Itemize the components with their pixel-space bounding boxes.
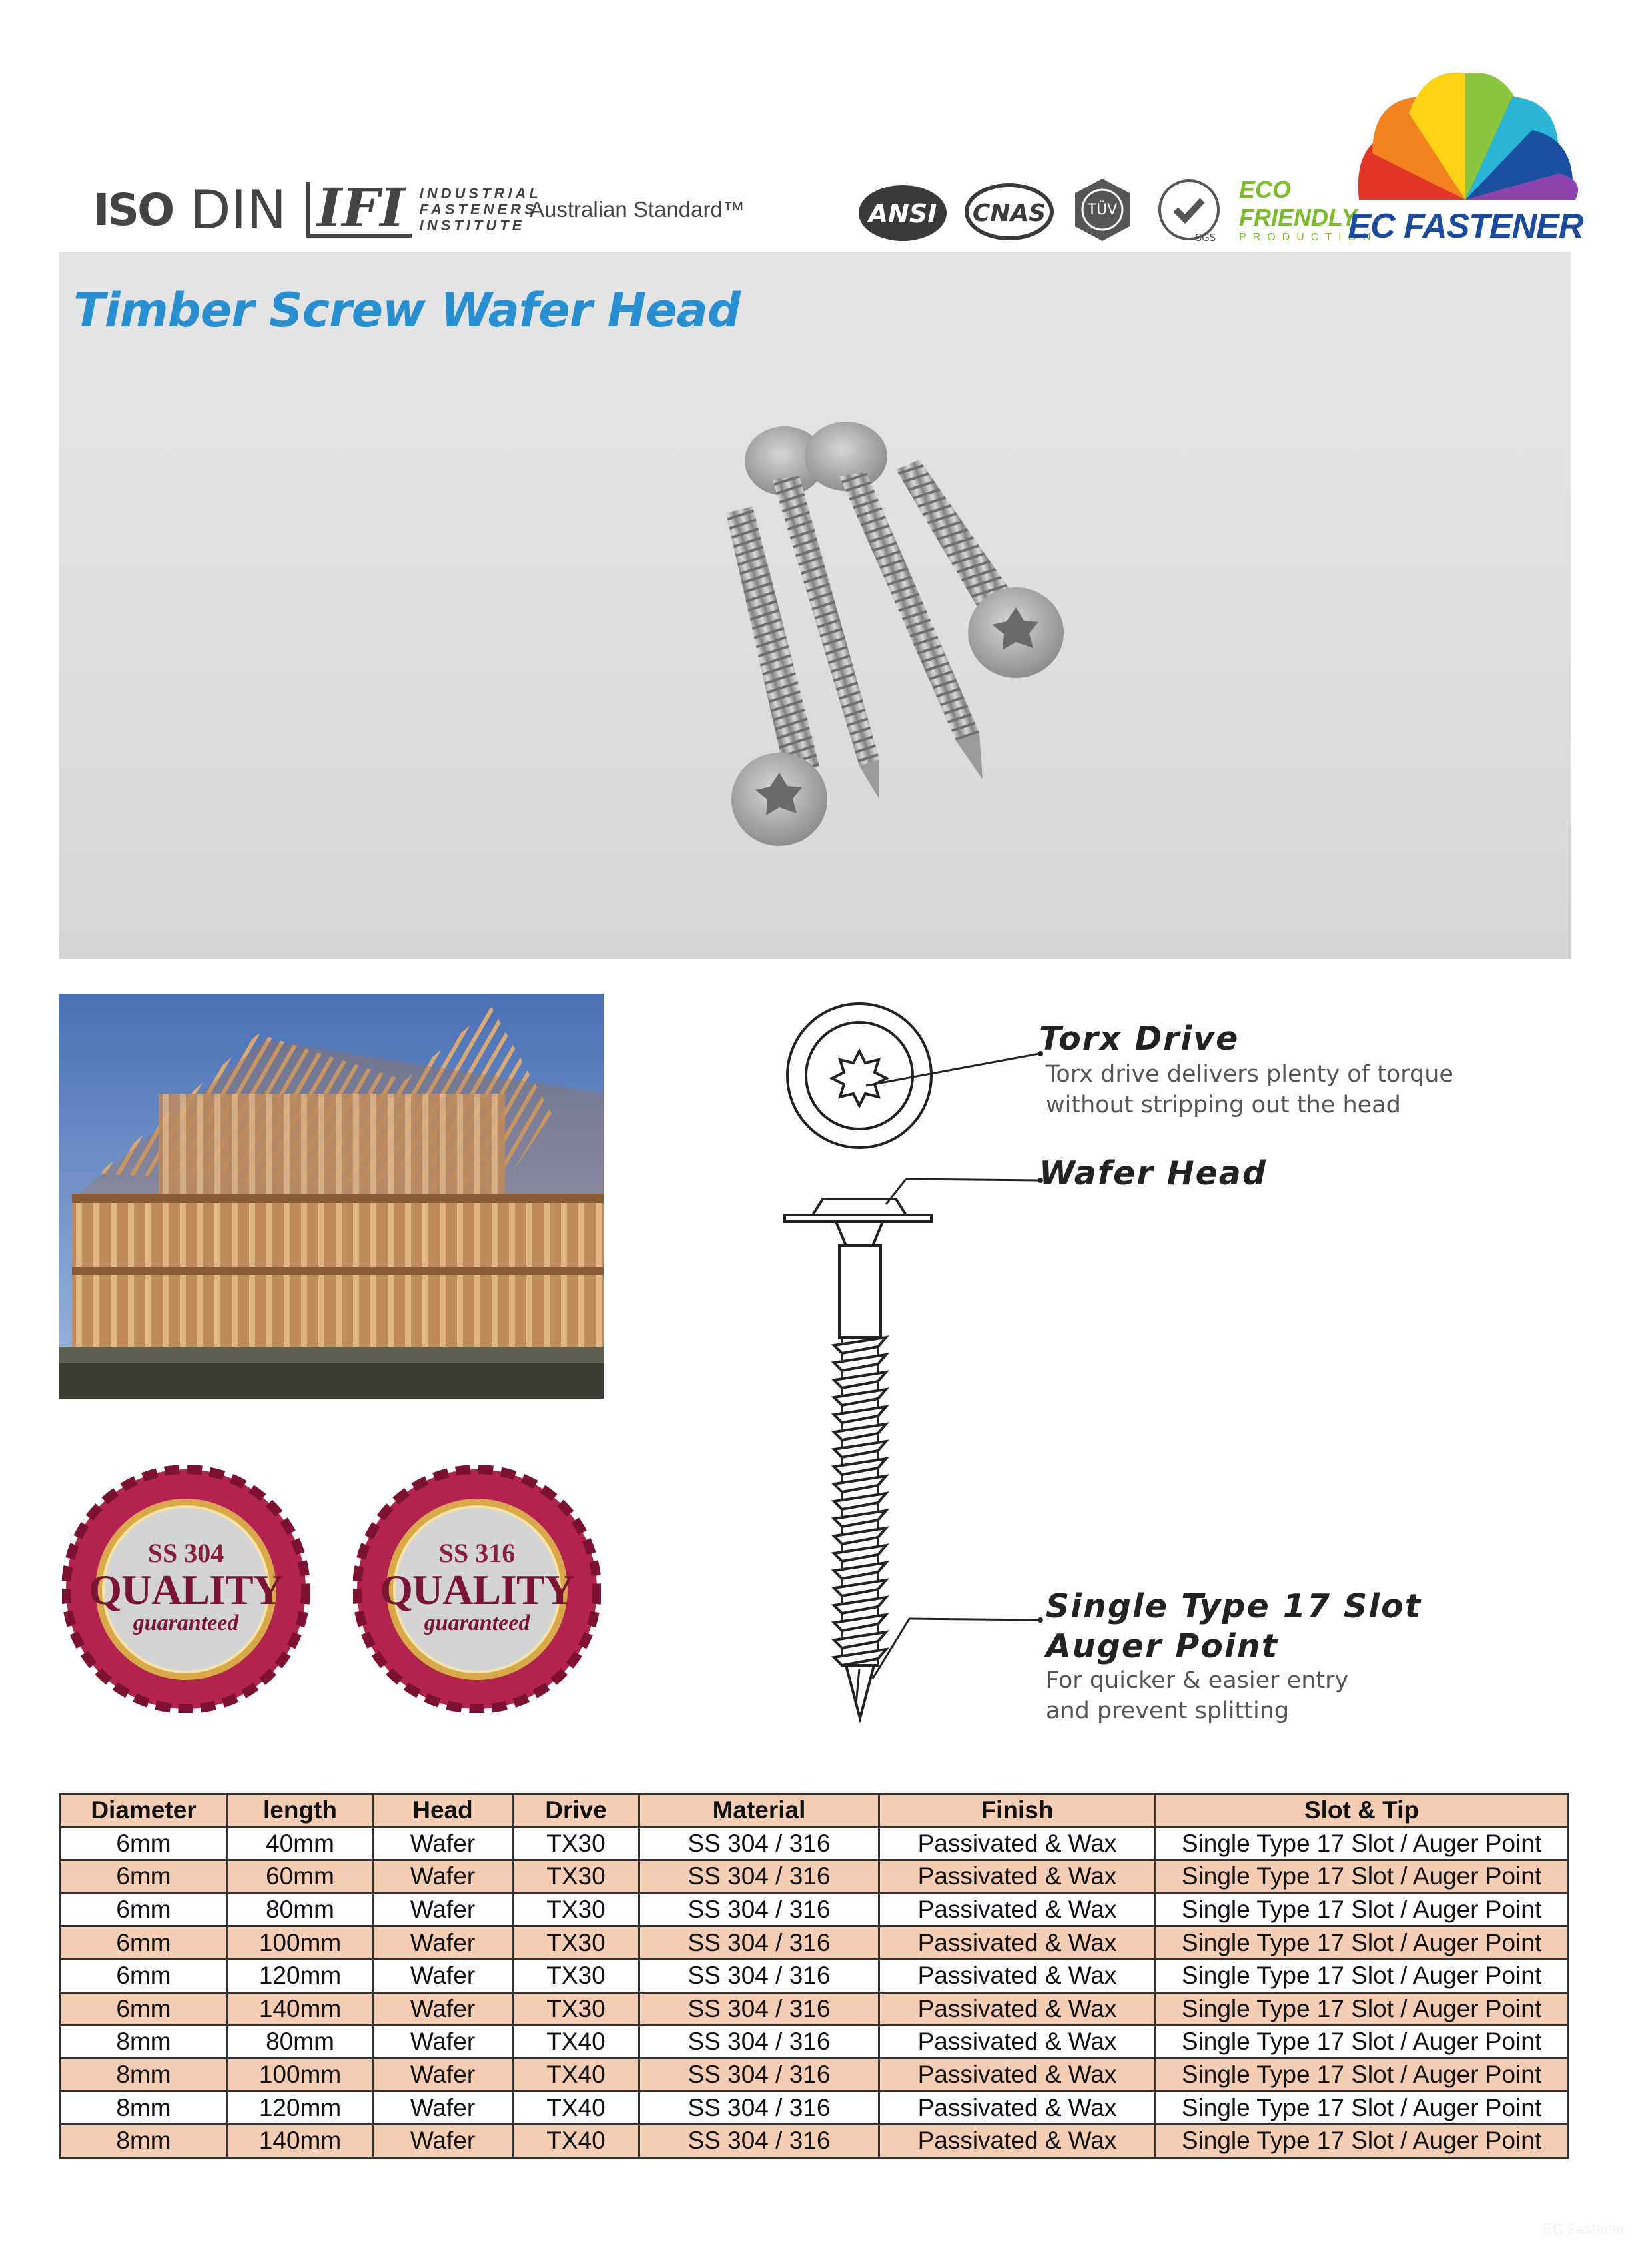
ansi-text: ANSI bbox=[868, 199, 937, 228]
ifi-mark: IFI bbox=[306, 182, 412, 238]
badge-guaranteed: guaranteed bbox=[424, 1611, 530, 1635]
table-cell: SS 304 / 316 bbox=[639, 2058, 879, 2091]
table-cell: 140mm bbox=[228, 1992, 373, 2026]
table-cell: 100mm bbox=[228, 1926, 373, 1960]
table-cell: SS 304 / 316 bbox=[639, 1926, 879, 1960]
table-cell: TX30 bbox=[513, 1959, 639, 1992]
table-cell: Single Type 17 Slot / Auger Point bbox=[1156, 1827, 1568, 1860]
table-cell: 6mm bbox=[60, 1893, 228, 1926]
tuv-badge-icon bbox=[1066, 173, 1139, 246]
table-row bbox=[60, 1893, 1568, 1926]
ss316-quality-badge bbox=[353, 1465, 601, 1713]
table-cell: Wafer bbox=[373, 1827, 513, 1860]
iso-text: ISO bbox=[93, 184, 173, 236]
table-cell: Single Type 17 Slot / Auger Point bbox=[1156, 1992, 1568, 2026]
table-cell: TX40 bbox=[513, 2026, 639, 2059]
cnas-badge-icon bbox=[963, 173, 1056, 246]
table-cell: 6mm bbox=[60, 1992, 228, 2026]
table-row bbox=[60, 1860, 1568, 1894]
table-cell: Single Type 17 Slot / Auger Point bbox=[1156, 1860, 1568, 1894]
table-cell: Passivated & Wax bbox=[879, 2091, 1156, 2125]
table-cell: SS 304 / 316 bbox=[639, 2091, 879, 2125]
table-row bbox=[60, 1827, 1568, 1860]
table-cell: Wafer bbox=[373, 2091, 513, 2125]
certification-strip bbox=[93, 167, 1378, 253]
table-cell: 8mm bbox=[60, 2091, 228, 2125]
table-cell: 60mm bbox=[228, 1860, 373, 1894]
table-cell: TX30 bbox=[513, 1926, 639, 1960]
ansi-badge-icon bbox=[856, 173, 949, 246]
table-cell: 120mm bbox=[228, 1959, 373, 1992]
table-header-row bbox=[60, 1794, 1568, 1828]
badge-quality: QUALITY bbox=[89, 1566, 283, 1613]
table-cell: 6mm bbox=[60, 1926, 228, 1960]
col-diameter: Diameter bbox=[60, 1794, 228, 1828]
table-cell: SS 304 / 316 bbox=[639, 2124, 879, 2157]
table-cell: 80mm bbox=[228, 1893, 373, 1926]
table-cell: Single Type 17 Slot / Auger Point bbox=[1156, 1893, 1568, 1926]
torx-drive-desc bbox=[1046, 1059, 1453, 1120]
ss304-quality-badge bbox=[62, 1465, 310, 1713]
table-cell: 80mm bbox=[228, 2026, 373, 2059]
auger-title-line-1: Single Type 17 Slot bbox=[1046, 1587, 1422, 1625]
table-cell: TX30 bbox=[513, 1827, 639, 1860]
watermark: EC Fastener bbox=[1543, 2221, 1625, 2237]
badge-guaranteed: guaranteed bbox=[133, 1611, 239, 1635]
table-row bbox=[60, 1926, 1568, 1960]
col-material: Material bbox=[639, 1794, 879, 1828]
table-cell: Passivated & Wax bbox=[879, 1959, 1156, 1992]
table-cell: TX30 bbox=[513, 1992, 639, 2026]
torx-icon bbox=[832, 1051, 887, 1106]
torx-drive-title: Torx Drive bbox=[1039, 1020, 1240, 1058]
torx-desc-line-1: Torx drive delivers plenty of torque bbox=[1046, 1061, 1453, 1088]
table-cell: TX30 bbox=[513, 1893, 639, 1926]
table-cell: Wafer bbox=[373, 2026, 513, 2059]
ifi-text bbox=[420, 186, 542, 234]
col-head: Head bbox=[373, 1794, 513, 1828]
table-cell: Single Type 17 Slot / Auger Point bbox=[1156, 1959, 1568, 1992]
table-cell: Passivated & Wax bbox=[879, 1992, 1156, 2026]
table-cell: 6mm bbox=[60, 1827, 228, 1860]
table-cell: Passivated & Wax bbox=[879, 2058, 1156, 2091]
badge-material: SS 304 bbox=[147, 1538, 224, 1568]
col-slot-tip: Slot & Tip bbox=[1156, 1794, 1568, 1828]
col-drive: Drive bbox=[513, 1794, 639, 1828]
table-cell: 120mm bbox=[228, 2091, 373, 2125]
table-cell: 140mm bbox=[228, 2124, 373, 2157]
table-cell: Passivated & Wax bbox=[879, 1827, 1156, 1860]
table-cell: 8mm bbox=[60, 2058, 228, 2091]
table-cell: Wafer bbox=[373, 1893, 513, 1926]
table-cell: Single Type 17 Slot / Auger Point bbox=[1156, 2091, 1568, 2125]
table-cell: Passivated & Wax bbox=[879, 2026, 1156, 2059]
table-cell: TX40 bbox=[513, 2058, 639, 2091]
eco-production-text: PRODUCTION bbox=[1239, 232, 1378, 243]
brand-name: EC FASTENER bbox=[1348, 207, 1583, 246]
table-cell: SS 304 / 316 bbox=[639, 1959, 879, 1992]
ifi-line-3: INSTITUTE bbox=[419, 217, 526, 234]
table-cell: Single Type 17 Slot / Auger Point bbox=[1156, 2026, 1568, 2059]
table-row bbox=[60, 2124, 1568, 2157]
australian-standard-logo bbox=[530, 167, 849, 253]
australian-standard-text: Australian Standard™ bbox=[530, 197, 745, 222]
table-cell: 40mm bbox=[228, 1827, 373, 1860]
auger-desc-line-2: and prevent splitting bbox=[1046, 1698, 1290, 1724]
table-cell: Passivated & Wax bbox=[879, 2124, 1156, 2157]
cnas-text: CNAS bbox=[972, 200, 1046, 227]
ifi-line-2: FASTENERS bbox=[419, 201, 538, 218]
table-body bbox=[60, 1827, 1568, 2157]
badge-quality: QUALITY bbox=[380, 1566, 574, 1613]
screw-product-photo bbox=[679, 386, 1346, 893]
table-row bbox=[60, 2026, 1568, 2059]
table-cell: 6mm bbox=[60, 1860, 228, 1894]
table-cell: Passivated & Wax bbox=[879, 1860, 1156, 1894]
sgs-text: SGS bbox=[1195, 232, 1216, 244]
table-cell: Wafer bbox=[373, 1992, 513, 2026]
table-cell: TX40 bbox=[513, 2091, 639, 2125]
table-cell: Single Type 17 Slot / Auger Point bbox=[1156, 2058, 1568, 2091]
auger-point-desc bbox=[1046, 1665, 1348, 1726]
auger-desc-line-1: For quicker & easier entry bbox=[1046, 1667, 1349, 1694]
table-row bbox=[60, 2058, 1568, 2091]
table-row bbox=[60, 2091, 1568, 2125]
brand-fan-icon bbox=[1346, 67, 1585, 206]
sgs-badge-icon bbox=[1152, 173, 1226, 246]
tuv-text: TÜV bbox=[1087, 202, 1118, 218]
wafer-head-title: Wafer Head bbox=[1039, 1154, 1267, 1192]
table-cell: SS 304 / 316 bbox=[639, 1827, 879, 1860]
din-text: DIN bbox=[190, 179, 287, 241]
table-cell: Passivated & Wax bbox=[879, 1926, 1156, 1960]
table-cell: TX30 bbox=[513, 1860, 639, 1894]
torx-desc-line-2: without stripping out the head bbox=[1046, 1092, 1401, 1118]
brand-logo bbox=[1346, 67, 1585, 246]
table-cell: SS 304 / 316 bbox=[639, 1860, 879, 1894]
table-cell: SS 304 / 316 bbox=[639, 1992, 879, 2026]
table-cell: Single Type 17 Slot / Auger Point bbox=[1156, 2124, 1568, 2157]
iso-logo bbox=[93, 167, 180, 253]
table-row bbox=[60, 1992, 1568, 2026]
col-length: length bbox=[228, 1794, 373, 1828]
table-cell: Wafer bbox=[373, 2058, 513, 2091]
ifi-line-1: INDUSTRIAL bbox=[419, 185, 542, 202]
table-cell: Wafer bbox=[373, 1860, 513, 1894]
table-cell: Wafer bbox=[373, 2124, 513, 2157]
tuv-logo bbox=[1066, 167, 1139, 253]
table-cell: TX40 bbox=[513, 2124, 639, 2157]
table-row bbox=[60, 1959, 1568, 1992]
timber-frame-house-photo bbox=[59, 994, 604, 1399]
head-top-view bbox=[787, 1004, 931, 1148]
sgs-logo bbox=[1152, 167, 1226, 253]
din-logo bbox=[190, 167, 296, 253]
table-cell: 8mm bbox=[60, 2124, 228, 2157]
table-cell: SS 304 / 316 bbox=[639, 2026, 879, 2059]
screw-diagram bbox=[773, 999, 1639, 1732]
table-cell: 8mm bbox=[60, 2026, 228, 2059]
table-cell: Passivated & Wax bbox=[879, 1893, 1156, 1926]
spec-table bbox=[59, 1793, 1569, 2159]
auger-point-title bbox=[1046, 1587, 1422, 1667]
table-cell: 6mm bbox=[60, 1959, 228, 1992]
table-cell: 100mm bbox=[228, 2058, 373, 2091]
table-cell: SS 304 / 316 bbox=[639, 1893, 879, 1926]
col-finish: Finish bbox=[879, 1794, 1156, 1828]
page-title: Timber Screw Wafer Head bbox=[73, 283, 741, 338]
table-cell: Single Type 17 Slot / Auger Point bbox=[1156, 1926, 1568, 1960]
badge-material: SS 316 bbox=[438, 1538, 516, 1568]
auger-title-line-2: Auger Point bbox=[1046, 1627, 1279, 1665]
cnas-logo bbox=[963, 167, 1056, 253]
table-cell: Wafer bbox=[373, 1959, 513, 1992]
eco-friendly-text: ECO FRIENDLY bbox=[1239, 176, 1358, 231]
ansi-logo bbox=[856, 167, 949, 253]
table-cell: Wafer bbox=[373, 1926, 513, 1960]
